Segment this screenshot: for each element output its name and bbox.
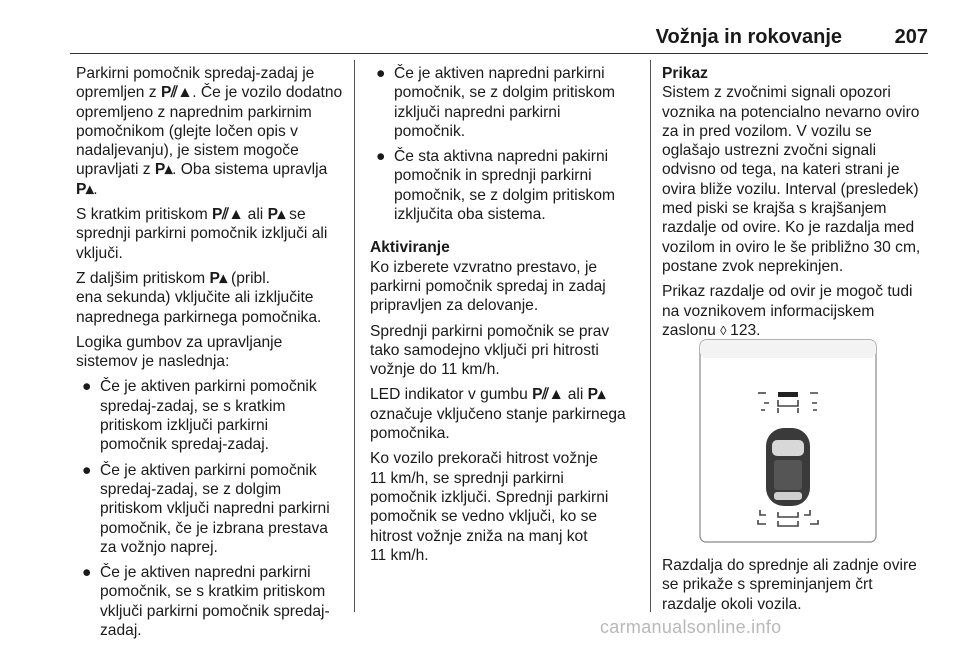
list-item: ● Če je aktiven parkirni pomočnik spredaj-zadaj, se z dolgim pritiskom vključi napredni parkirni pomočnik, če je izbrana prestava za vožnjo naprej. xyxy=(82,461,330,556)
paragraph: Ko izberete vzvratno prestavo, je parkirni pomočnik spredaj in zadaj pripravljen za delovanje. xyxy=(370,258,606,315)
column-divider xyxy=(354,60,355,612)
column-divider xyxy=(650,60,651,612)
advanced-park-assist-icon: P▴ xyxy=(76,180,94,198)
figure-caption: Razdalja do sprednje ali zadnje ovire se prikaže s spreminjanjem črt razdalje okoli vozila. xyxy=(662,557,917,613)
paragraph: Z daljšim pritiskom P▴ (pribl. ena sekunda) vključite ali izključite naprednega parkirnega pomočnika. xyxy=(76,269,322,326)
paragraph: Prikaz razdalje od ovir je mogoč tudi na voznikovem informacijskem zaslonu ◊ 123. xyxy=(662,283,913,339)
paragraph: S kratkim pritiskom P⫽▲ ali P▴ se sprednji parkirni pomočnik izključi ali vključi. xyxy=(76,206,328,262)
list-item: ● Če je aktiven parkirni pomočnik spredaj-zadaj, se s kratkim pritiskom izključi parkirni pomočnik spredaj-zadaj. xyxy=(82,378,317,454)
paragraph: Logika gumbov za upravljanje sistemov je naslednja: xyxy=(76,333,283,371)
list-item: ● Če je aktiven napredni parkirni pomočnik, se s kratkim pritiskom vključi parkirni pomočnik spredaj- zadaj. xyxy=(82,564,330,640)
paragraph: Sprednji parkirni pomočnik se prav tako samodejno vključi pri hitrosti vožnje do 11 km/h. xyxy=(370,322,610,379)
bullet-icon: ● xyxy=(376,65,386,82)
bullet-icon: ● xyxy=(82,461,92,479)
column-1 xyxy=(76,64,346,646)
distance-display-illustration xyxy=(660,336,928,546)
park-assist-button-icon: P⫽▲ xyxy=(160,84,193,102)
parking-distance-display-figure xyxy=(660,336,928,546)
advanced-park-assist-icon: P▴ xyxy=(154,161,173,179)
paragraph: Parkirni pomočnik spredaj-zadaj je opremljen z P⫽▲. Če je vozilo dodatno opremljeno z naprednim parkirnim pomočnikom (glejte ločen opis v nadaljevanju), je sistem mogoče upravljati z P▴. Oba sistema upravlja P▴. xyxy=(76,65,343,198)
list-item: ● Če je aktiven napredni parkirni pomočnik, se z dolgim pritiskom izključi napredni parkirni pomočnik. xyxy=(376,65,615,140)
section-heading: Aktiviranje xyxy=(370,239,450,257)
watermark: carmanualsonline.info xyxy=(600,617,782,637)
paragraph: LED indikator v gumbu P⫽▲ ali P▴ označuje vključeno stanje parkirnega pomočnika. xyxy=(370,386,626,443)
section-heading: Prikaz xyxy=(662,65,708,82)
column-3 xyxy=(662,64,930,346)
display-top-bar xyxy=(700,340,876,358)
page-title: Vožnja in rokovanje xyxy=(655,26,842,48)
column-2 xyxy=(370,64,640,571)
car-top-view xyxy=(766,428,810,506)
park-assist-button-icon: P⫽▲ xyxy=(212,206,244,224)
bullet-icon: ● xyxy=(82,564,92,582)
bullet-icon: ● xyxy=(376,148,386,166)
bullet-icon: ● xyxy=(82,378,92,396)
page-number: 207 xyxy=(894,26,928,48)
advanced-park-assist-icon: P▴ xyxy=(267,206,285,224)
paragraph: Ko vozilo prekorači hitrost vožnje 11 km/h, se sprednji parkirni pomočnik izključi. Sprednji parkirni pomočnik se vedno vključi, ko se hitrost vožnje zniža na manj kot 11 km/h. xyxy=(370,450,609,564)
paragraph: Sistem z zvočnimi signali opozori voznika na potencialno nevarno oviro za in pred vozilom. V vozilu se oglašajo ustrezni zvočni signali odvisno od tega, na kateri strani je ovira bliže vozilu. Interval (presledek) med piski se krajša s krajšanjem razdalje od ovire. Ko je razdalja med vozilom in oviro le še približno 30 cm, postane zvok neprekinjen. xyxy=(662,84,921,275)
park-assist-button-icon: P⫽▲ xyxy=(532,386,564,404)
page-reference-link[interactable]: 123. xyxy=(730,321,761,339)
advanced-park-assist-icon: P▴ xyxy=(209,269,227,287)
page-reference-icon: ◊ xyxy=(720,322,731,338)
front-center-bar xyxy=(778,392,798,397)
page-header xyxy=(70,0,928,54)
advanced-park-assist-icon: P▴ xyxy=(587,386,605,404)
list-item: ● Če sta aktivna napredni pakirni pomočnik in sprednji parkirni pomočnik, se z dolgim pritiskom izključita oba sistema. xyxy=(376,148,615,224)
